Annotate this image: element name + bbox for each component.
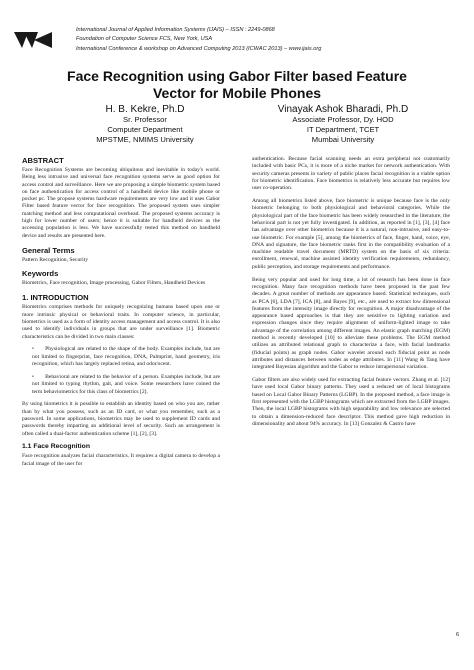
title-line-1: Face Recognition using Gabor Filter based Feature xyxy=(67,68,407,84)
masthead-line-1: International Journal of Applied Information Systems (IJAIS) – ISSN : 2249-0868 xyxy=(76,27,275,33)
author-affiliation: Mumbai University xyxy=(311,135,375,145)
face-recognition-paragraph: Face recognition analyzes facial characteristics. It requires a digital camera to develop a facial image of the user for xyxy=(22,453,220,467)
author-block-1 xyxy=(60,104,230,146)
journal-masthead xyxy=(76,26,466,54)
author-name: Vinayak Ashok Bharadi, Ph.D xyxy=(277,104,409,115)
author-name: H. B. Kekre, Ph.D xyxy=(105,104,185,115)
face-recognition-subheading: 1.1 Face Recognition xyxy=(22,443,90,451)
author-affiliation: MPSTME, NMIMS University xyxy=(96,135,194,145)
general-terms-heading: General Terms xyxy=(22,245,75,255)
left-column xyxy=(22,156,220,474)
general-terms-text: Pattern Recognition, Security xyxy=(22,256,89,263)
title-line-2: Vector for Mobile Phones xyxy=(152,85,322,101)
page-number: 6 xyxy=(456,632,460,638)
author-affiliation: Sr. Professor xyxy=(123,115,167,124)
masthead-line-3: International Conference & workshop on Advanced Computing 2013 (ICWAC 2013) – www.ijais.org xyxy=(76,45,322,52)
right-column xyxy=(252,156,450,434)
introduction-heading: 1. INTRODUCTION xyxy=(22,293,89,303)
body-paragraph: Among all biometrics listed above, face biometric is unique because face is the only biometric belonging to both physiological and behavioral categories. While the physiological part of the face biometric has been widely researched in the literature, the behavioral part is not yet fully investigated. In addition, as reported in [1], [3], [4] face has advantage over other biometrics because it is a natural, non-intrusive, and easy-to-use biometric. For example [5], among the biometrics of face, finger, hand, voice, eye, DNA and signature, the face biometric ranks first in the compatibility evaluation of a machine readable travel document (MRTD) system on the basis of six criteria: enrollment, renewal, machine assisted identity verification requirements, redundancy, public perception, and storage requirements and performance. xyxy=(252,198,450,270)
introduction-paragraph: By using biometrics it is possible to establish an identity based on who you are, rather than by what you possess, such as an ID card, or what you remember, such as a password. In some applications, biometrics may be used to supplement ID cards and passwords thereby imparting an additional level of security. Such an arrangement is often called a dual-factor authentication scheme [1], [2], [3]. xyxy=(22,401,220,437)
bullet-item: • Behavioral are related to the behavior of a person. Examples include, but are not limited to typing rhythm, gait, and voice. Some researchers have coined the term behaviometrics for this class of biometrics [2]. xyxy=(32,373,220,395)
body-paragraph: authentication. Because facial scanning needs an extra peripheral not customarily included with basic PCs, it is more of a niche market for network authentication. With security cameras presents in variety of public places facial recognition is a viable option for biometric identification. Face biometrics is relatively less accurate but requires low user co-operation. xyxy=(252,156,450,192)
author-affiliation: Associate Professor, Dy. HOD xyxy=(292,115,394,124)
masthead-line-2: Foundation of Computer Science FCS, New York, USA xyxy=(76,36,213,43)
ijais-logo-icon xyxy=(12,28,56,52)
keywords-text: Biometrics, Face recognition, Image processing, Gabor Filters, Handheld Devices xyxy=(22,280,206,287)
introduction-paragraph: Biometrics comprises methods for uniquely recognizing humans based upon one or more intrinsic physical or behavioral traits. In computer science, in particular, biometrics is used as a form of identity access management and access control. It is also used to identify individuals in groups that are under surveillance [1]. Biometric characteristics can be divided in two main classes: xyxy=(22,304,220,340)
author-affiliation: IT Department, TCET xyxy=(306,125,380,135)
author-block-2 xyxy=(258,104,428,146)
body-paragraph: Gabor filters are also widely used for extracting facial feature vectors. Zhang et al. [12] have used local Gabor binary patterns. They used a reduced set of local histograms based on Local Gabor Binary Patterns (LGBP). In the proposed method, a face image is first represented with the LGBP histograms which are extracted from the LGBP images. Then, the local LGBP histograms with high separability and low relevance are selected to obtain a dimension-reduced face descriptor. This method gave high reduction in dimensionality and about 94% accuracy. In [13] Gonzalez & Castro have xyxy=(252,377,450,427)
bullet-item: • Physiological are related to the shape of the body. Examples include, but are not limited to fingerprint, face recognition, DNA, Palmprint, hand geometry, iris recognition, which has largely replaced retina, and odor/scent. xyxy=(32,346,220,368)
body-paragraph: Being very popular and used for long time, a lot of research has been done in face recognition. Many face recognition methods have been proposed in the past few decades. A great number of methods are appearance based. Statistical techniques, such as PCA [6], LDA [7], ICA [8], and Bayes [9], etc., are used to extract low dimensional features from the intensity image directly for recognition. A major disadvantage of the appearance based approaches is that they are sensitive to lighting variation and expression changes since they require alignment of uniform-lighted image to take advantage of the correlation among different images. An elastic graph matching (EGM) method is recently developed [10] to alleviate these problems. The EGM method utilizes an attributed relational graph to characterize a face, with facial landmarks (fiducial points) as graph nodes. Gabor wavelet around each fiducial point as node attributes and distances between nodes as edge attributes. In [11] Wang & Tang have integrated Bayesian algorithm and the Gabor to reduce intrapersonal variation. xyxy=(252,276,450,371)
abstract-text: Face Recognition Systems are becoming ubiquitous and inevitable in today's world. Being less intrusive and universal face recognition systems serve as good option for access control and surveillance. Here we are proposing a simple biometric system based on face authentication for access control of a handheld device like mobile phone or pocket pc. The propose systems hardware requirements are very low and it uses Gabor Filter based feature vector for face recognition. The proposed system uses simpler matching method and less computational overhead. The proposed systems accuracy is high for lower number of users; hence it is suitable for handheld devices as the accessing population is less. We have successfully tested this method on handheld device and results are presented here. xyxy=(22,167,220,239)
author-affiliation: Computer Department xyxy=(107,125,183,135)
paper-title xyxy=(20,68,454,102)
keywords-heading: Keywords xyxy=(22,269,59,279)
abstract-heading: ABSTRACT xyxy=(22,156,64,165)
